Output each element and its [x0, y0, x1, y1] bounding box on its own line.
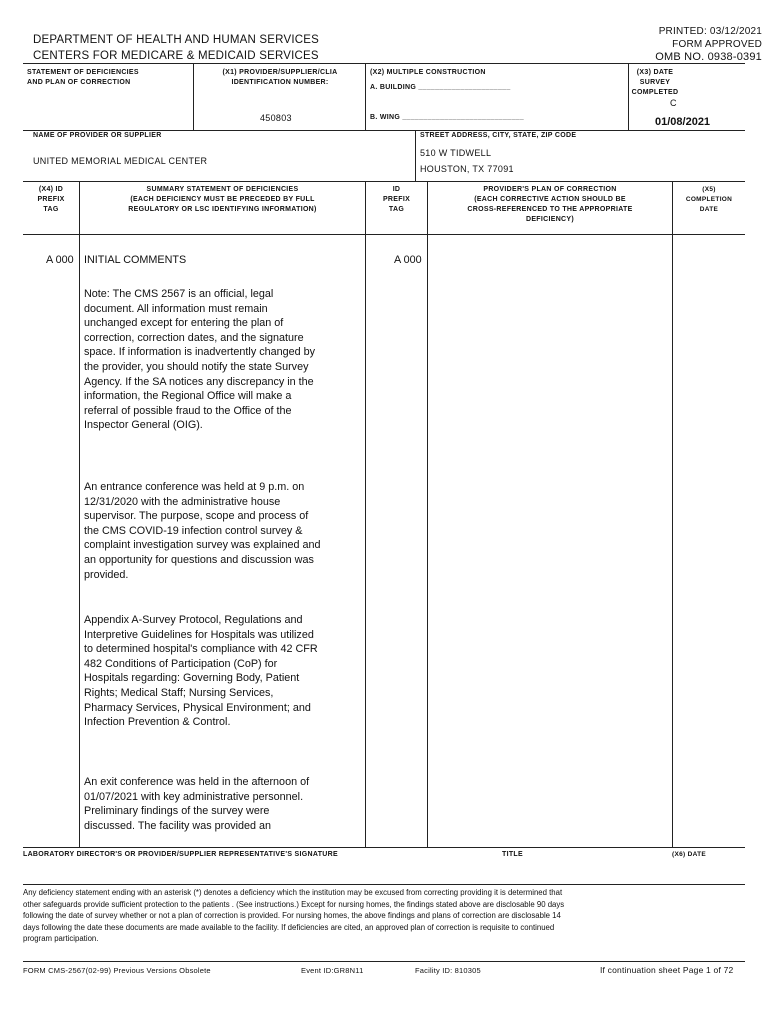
page-indicator: If continuation sheet Page 1 of 72	[600, 965, 734, 975]
event-id: Event ID:GR8N11	[301, 966, 364, 975]
x2-building: A. BUILDING ______________________	[370, 84, 511, 91]
address-line-2: HOUSTON, TX 77091	[420, 164, 514, 174]
form-approved: FORM APPROVED	[672, 39, 762, 50]
paragraph-appendix-a: Appendix A-Survey Protocol, Regulations and Interpretive Guidelines for Hospitals was utilized to determined hospital's compliance with 42 CFR 482 Conditions of Participation (CoP) for Hospitals regarding: Governing Body, Patient Rights; Medical Staff; Nursing Services, Pharmacy Services, Physical Environment; and Infection Prevention & Control.	[84, 614, 318, 729]
grid-vline-provider	[415, 130, 416, 181]
col-header-summary: SUMMARY STATEMENT OF DEFICIENCIES (EACH DEFICIENCY MUST BE PRECEDED BY FULL REGULATORY OR LSC IDENTIFYING INFORMATION)	[128, 186, 317, 213]
grid-line-body	[23, 234, 745, 235]
x3-code: C	[670, 98, 677, 108]
grid-line-signature	[23, 884, 745, 885]
form-number: FORM CMS-2567(02-99) Previous Versions Obsolete	[23, 966, 211, 975]
grid-vline-col-c	[427, 181, 428, 847]
grid-line-footer	[23, 961, 745, 962]
agency-line-1: DEPARTMENT OF HEALTH AND HUMAN SERVICES	[33, 34, 319, 46]
grid-vline-col-d	[672, 181, 673, 847]
agency-line-2: CENTERS FOR MEDICARE & MEDICAID SERVICES	[33, 50, 319, 62]
provider-name-label: NAME OF PROVIDER OR SUPPLIER	[33, 132, 162, 139]
col-header-x5: (X5) COMPLETION DATE	[685, 186, 733, 213]
paragraph-note: Note: The CMS 2567 is an official, legal document. All information must remain unchanged except for entering the plan of correction, correction dates, and the signature space. If information is inadvertently changed by the provider, you should notify the state Survey Agency. If the SA notices any discrepancy in the information, the Regional Office will make a referral of possible fraud to the Office of the Inspector General (OIG).	[84, 288, 316, 432]
omb-number: OMB NO. 0938-0391	[655, 51, 762, 63]
grid-vline-2	[365, 63, 366, 130]
grid-line-top	[23, 63, 745, 64]
x2-label: (X2) MULTIPLE CONSTRUCTION	[370, 69, 486, 76]
form-status-block	[655, 25, 762, 64]
col-header-id: ID PREFIX TAG	[382, 186, 411, 213]
grid-vline-col-b	[365, 181, 366, 847]
grid-line-bottom	[23, 847, 745, 848]
address-label: STREET ADDRESS, CITY, STATE, ZIP CODE	[420, 132, 577, 139]
x2-wing: B. WING _____________________________	[370, 114, 524, 121]
provider-name-value: UNITED MEMORIAL MEDICAL CENTER	[33, 156, 208, 166]
tag-right: A 000	[394, 254, 422, 266]
col-header-x4: (X4) ID PREFIX TAG	[37, 186, 65, 213]
col-header-plan: PROVIDER'S PLAN OF CORRECTION (EACH CORRECTIVE ACTION SHOULD BE CROSS-REFERENCED TO THE APPROPRIATE DEFICIENCY)	[467, 186, 633, 223]
statement-label: STATEMENT OF DEFICIENCIES AND PLAN OF CORRECTION	[27, 69, 139, 86]
printed-date: PRINTED: 03/12/2021	[658, 26, 762, 37]
deficiency-footnote: Any deficiency statement ending with an asterisk (*) denotes a deficiency which the institution may be excused from correcting providing it is determined that other safeguards provide sufficient protection to the patients . (See instructions.) Except for nursing homes, the findings stated above are disclosable 90 days following the date of survey whether or not a plan of correction is provided. For nursing homes, the above findings and plans of correction are disclosable 14 days following the date these documents are made available to the facility. If deficiencies are cited, an approved plan of correction is requisite to continued program participation.	[23, 888, 565, 943]
survey-completed-date: 01/08/2021	[655, 116, 711, 128]
paragraph-entrance-conference: An entrance conference was held at 9 p.m. on 12/31/2020 with the administrative house supervisor. The purpose, scope and process of the CMS COVID-19 infection control survey & complaint investigation survey was explained and an opportunity for questions and discussion was provided.	[84, 481, 321, 581]
agency-header	[33, 32, 319, 64]
initial-comments-heading: INITIAL COMMENTS	[84, 254, 187, 266]
tag-left: A 000	[46, 254, 74, 266]
grid-vline-3	[628, 63, 629, 130]
x6-date-label: (X6) DATE	[672, 851, 706, 858]
grid-vline-col-a	[79, 181, 80, 847]
grid-vline-1	[193, 63, 194, 130]
x1-label: (X1) PROVIDER/SUPPLIER/CLIA IDENTIFICATION NUMBER:	[222, 69, 338, 86]
facility-id: Facility ID: 810305	[415, 966, 481, 975]
paragraph-exit-conference: An exit conference was held in the afternoon of 01/07/2021 with key administrative personnel. Preliminary findings of the survey were discussed. The facility was provided an	[84, 776, 310, 832]
lab-director-signature-label: LABORATORY DIRECTOR'S OR PROVIDER/SUPPLIER REPRESENTATIVE'S SIGNATURE	[23, 851, 338, 858]
grid-line-col-header	[23, 181, 745, 182]
x3-label: (X3) DATE SURVEY COMPLETED	[631, 69, 679, 96]
title-label: TITLE	[502, 851, 523, 858]
address-line-1: 510 W TIDWELL	[420, 148, 492, 158]
provider-id-number: 450803	[260, 113, 292, 123]
